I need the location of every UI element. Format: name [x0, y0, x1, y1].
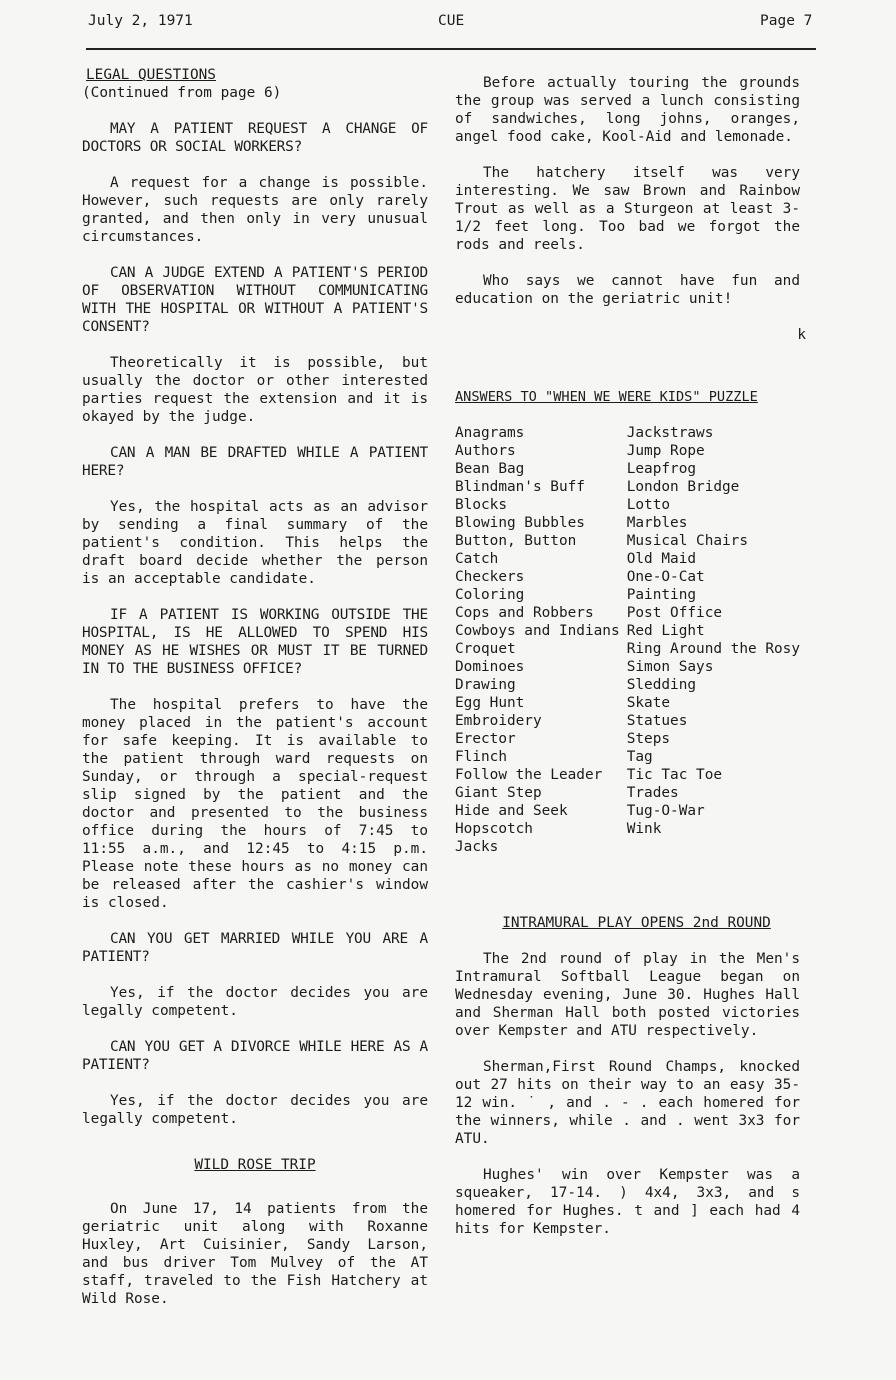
- wild-rose-heading: WILD ROSE TRIP: [194, 1157, 316, 1173]
- puzzle-answer-item: Painting: [626, 587, 697, 603]
- issue-date: July 2, 1971: [88, 13, 193, 29]
- puzzle-answer-item: Ring Around the Rosy: [626, 641, 800, 657]
- puzzle-answer-item: Simon Says: [626, 659, 714, 675]
- puzzle-answer-item: Jacks: [455, 839, 499, 855]
- answer: The hospital prefers to have the money placed in the patient's account for safe keeping. It is available to the patient through ward requests on Sunday, or through a special-request slip signed by the patient and the doctor and presented to the business office during the hours of 7:45 to 11:55 a.m., and 12:45 to 4:15 p.m. Please note these hours as no money can be released after the cashier's window is closed.: [82, 697, 428, 911]
- intramural-heading: INTRAMURAL PLAY OPENS 2nd ROUND: [502, 915, 771, 931]
- puzzle-answer-item: One-O-Cat: [626, 569, 705, 585]
- puzzle-answer-item: Erector: [455, 731, 516, 747]
- wild-rose-paragraph: The hatchery itself was very interesting. We saw Brown and Rainbow Trout as well as a Sturgeon at least 3-1/2 feet long. Too bad we forgot the rods and reels.: [455, 165, 800, 253]
- puzzle-answer-item: Post Office: [626, 605, 723, 621]
- question: CAN A JUDGE EXTEND A PATIENT'S PERIOD OF OBSERVATION WITHOUT COMMUNICATING WITH THE HOSPITAL OR WITHOUT A PATIENT'S CONSENT?: [82, 265, 428, 335]
- question: CAN A MAN BE DRAFTED WHILE A PATIENT HERE?: [82, 445, 428, 479]
- puzzle-answer-item: Flinch: [455, 749, 507, 765]
- puzzle-answer-item: Hopscotch: [455, 821, 533, 837]
- answer: Yes, the hospital acts as an advisor by sending a final summary of the patient's condition. This helps the draft board decide whether the person is an acceptable candidate.: [82, 499, 428, 587]
- puzzle-answer-item: Musical Chairs: [626, 533, 749, 549]
- puzzle-answer-item: Catch: [455, 551, 499, 567]
- wild-rose-paragraph: On June 17, 14 patients from the geriatric unit along with Roxanne Huxley, Art Cuisinier, Sandy Larson, and bus driver Tom Mulvey of the AT staff, traveled to the Fish Hatchery at Wild Rose.: [82, 1201, 428, 1307]
- puzzle-answer-item: Old Maid: [626, 551, 697, 567]
- intramural-paragraph: Sherman,First Round Champs, knocked out 27 hits on their way to an easy 35-12 win. ˙ , and . - . each homered for the winners, while . and . went 3x3 for ATU.: [455, 1059, 800, 1147]
- publication-title: CUE: [438, 13, 465, 29]
- puzzle-column-2: [627, 424, 800, 856]
- left-column: [82, 66, 428, 1308]
- puzzle-answer-item: Giant Step: [455, 785, 542, 801]
- puzzle-answer-item: Coloring: [455, 587, 525, 603]
- legal-continued-note: (Continued from page 6): [82, 85, 282, 101]
- puzzle-answer-item: Dominoes: [455, 659, 525, 675]
- puzzle-answer-item: Sledding: [626, 677, 697, 693]
- intramural-paragraph: The 2nd round of play in the Men's Intramural Softball League began on Wednesday evening, June 30. Hughes Hall and Sherman Hall both posted victories over Kempster and ATU respectively.: [455, 951, 800, 1039]
- puzzle-answers-heading: ANSWERS TO "WHEN WE WERE KIDS" PUZZLE: [455, 389, 758, 405]
- puzzle-answer-item: Hide and Seek: [455, 803, 568, 819]
- legal-questions-heading: LEGAL QUESTIONS: [86, 67, 216, 83]
- question: CAN YOU GET A DIVORCE WHILE HERE AS A PATIENT?: [82, 1039, 428, 1073]
- intramural-paragraph: Hughes' win over Kempster was a squeaker, 17-14. ) 4x4, 3x3, and s homered for Hughes. t and ] each had 4 hits for Kempster.: [455, 1167, 800, 1237]
- question: MAY A PATIENT REQUEST A CHANGE OF DOCTORS OR SOCIAL WORKERS?: [82, 121, 428, 155]
- puzzle-answer-item: Tug-O-War: [626, 803, 705, 819]
- right-column: [455, 66, 806, 1238]
- puzzle-answer-item: Authors: [455, 443, 516, 459]
- wild-rose-paragraph: Before actually touring the grounds the group was served a lunch consisting of sandwiches, long johns, oranges, angel food cake, Kool-Aid and lemonade.: [455, 75, 800, 145]
- author-initial: k: [797, 327, 806, 343]
- puzzle-answer-item: Marbles: [626, 515, 688, 531]
- puzzle-answer-item: Tic Tac Toe: [626, 767, 723, 783]
- puzzle-answer-item: Egg Hunt: [455, 695, 525, 711]
- puzzle-answer-item: Blindman's Buff: [455, 479, 585, 495]
- puzzle-answer-item: Skate: [626, 695, 671, 711]
- puzzle-answer-item: Wink: [626, 821, 662, 837]
- answer: Theoretically it is possible, but usually the doctor or other interested parties request the extension and it is okayed by the judge.: [82, 355, 428, 425]
- puzzle-answer-item: Croquet: [455, 641, 516, 657]
- wild-rose-paragraph: Who says we cannot have fun and education on the geriatric unit!: [455, 273, 800, 307]
- puzzle-answer-item: Button, Button: [455, 533, 577, 549]
- puzzle-answer-item: Jump Rope: [626, 443, 705, 459]
- puzzle-answer-item: London Bridge: [626, 479, 740, 495]
- puzzle-answer-item: Anagrams: [455, 425, 525, 441]
- puzzle-answer-item: Blocks: [455, 497, 507, 513]
- puzzle-answer-item: Jackstraws: [626, 425, 714, 441]
- puzzle-answer-item: Red Light: [626, 623, 705, 639]
- puzzle-answer-item: Follow the Leader: [455, 767, 603, 783]
- puzzle-answer-item: Blowing Bubbles: [455, 515, 585, 531]
- answer: A request for a change is possible. However, such requests are only rarely granted, and then only in very unusual circumstances.: [82, 175, 428, 245]
- answer: Yes, if the doctor decides you are legally competent.: [82, 1093, 428, 1127]
- question: IF A PATIENT IS WORKING OUTSIDE THE HOSPITAL, IS HE ALLOWED TO SPEND HIS MONEY AS HE WISHES OR MUST IT BE TURNED IN TO THE BUSINESS OFFICE?: [82, 607, 428, 677]
- puzzle-answer-item: Checkers: [455, 569, 525, 585]
- puzzle-answer-item: Steps: [626, 731, 671, 747]
- puzzle-answer-item: Leapfrog: [626, 461, 697, 477]
- answer: Yes, if the doctor decides you are legally competent.: [82, 985, 428, 1019]
- puzzle-answer-item: Trades: [626, 785, 679, 801]
- puzzle-answer-item: Drawing: [455, 677, 516, 693]
- puzzle-answer-item: Cowboys and Indians: [455, 623, 620, 639]
- puzzle-answer-list: [455, 424, 800, 856]
- puzzle-answer-item: Statues: [626, 713, 688, 729]
- puzzle-answer-item: Lotto: [626, 497, 671, 513]
- page-number: Page 7: [760, 13, 813, 29]
- puzzle-answer-item: Cops and Robbers: [455, 605, 594, 621]
- puzzle-answer-item: Tag: [626, 749, 653, 765]
- puzzle-answer-item: Embroidery: [455, 713, 542, 729]
- puzzle-answer-item: Bean Bag: [455, 461, 525, 477]
- header-rule: [86, 48, 816, 50]
- puzzle-column-1: [455, 424, 627, 856]
- question: CAN YOU GET MARRIED WHILE YOU ARE A PATIENT?: [82, 931, 428, 965]
